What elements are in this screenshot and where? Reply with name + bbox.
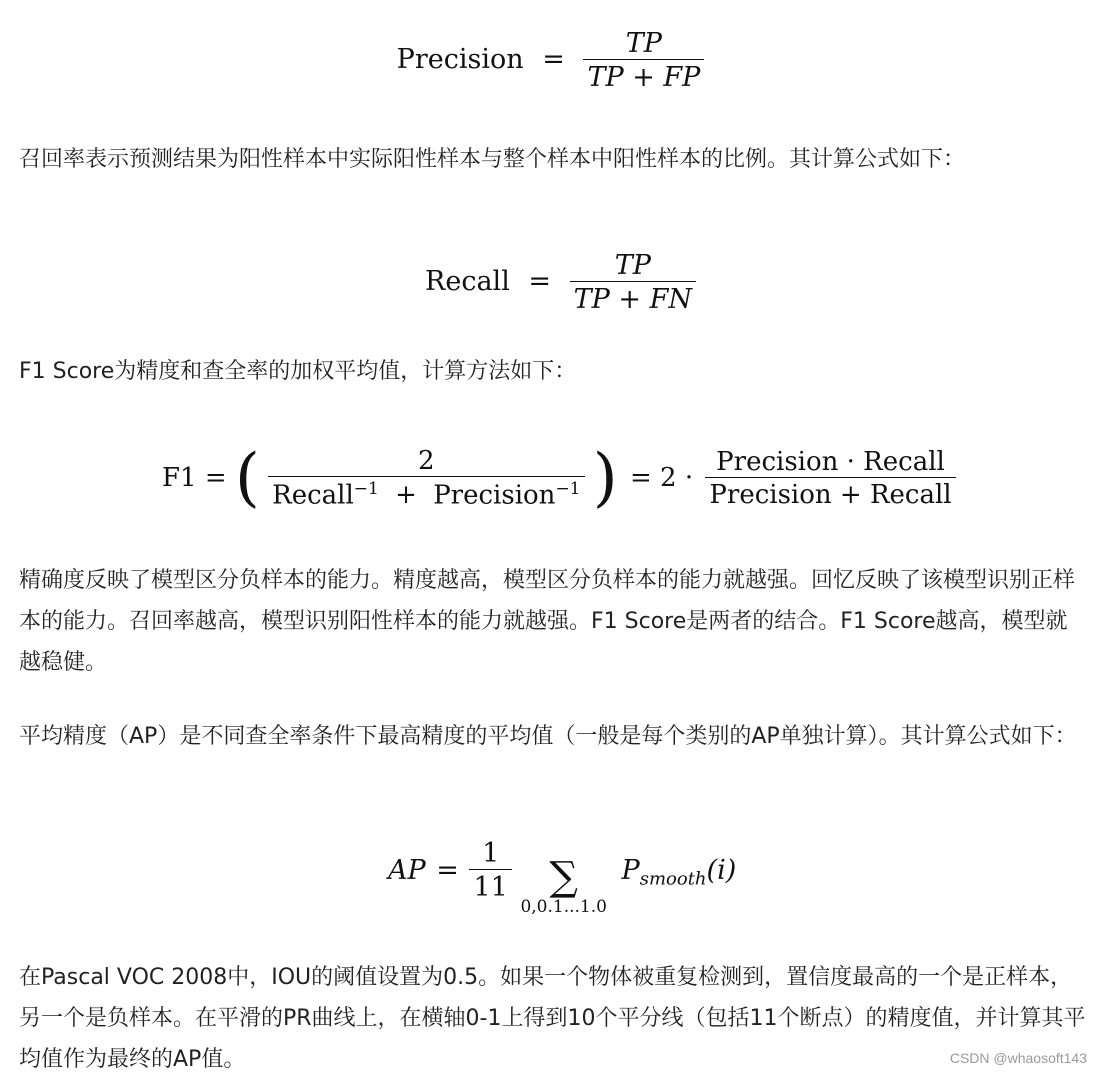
ap-arg: (i) [706, 855, 737, 886]
recall-denominator: TP + FN [570, 281, 696, 315]
precision-numerator: TP [625, 28, 662, 59]
ap-fraction [469, 838, 511, 903]
f1-mid: = 2 · [630, 463, 694, 493]
precision-term: Precision [433, 480, 556, 511]
precision-formula [0, 28, 1101, 93]
csdn-watermark: CSDN @whaosoft143 [949, 1050, 1087, 1066]
explain-paragraph: 精确度反映了模型区分负样本的能力。精度越高，模型区分负样本的能力就越强。回忆反映了该模型识别正样本的能力。召回率越高，模型识别阳性样本的能力就越强。F1 Score是两者的结合。F1 Score越高，模型就越稳健。 [19, 568, 1076, 675]
ap-intro-paragraph: 平均精度（AP）是不同查全率条件下最高精度的平均值（一般是每个类别的AP单独计算）。其计算公式如下： [19, 724, 1077, 749]
recall-term: Recall [272, 480, 354, 511]
f1-inner-denominator [268, 476, 584, 511]
voc-paragraph: 在Pascal VOC 2008中，IOU的阈值设置为0.5。如果一个物体被重复检测到，置信度最高的一个是正样本，另一个是负样本。在平滑的PR曲线上，在横轴0-1上得到10个平分线（包括11个断点）的精度值，并计算其平均值作为最终的AP值。 [19, 965, 1086, 1072]
f1-intro-paragraph: F1 Score为精度和查全率的加权平均值，计算方法如下： [19, 359, 577, 384]
ap-formula [388, 838, 788, 917]
ap-p-subscript: smooth [639, 868, 707, 890]
f1-lhs: F1 = [162, 463, 227, 493]
recall-fraction [570, 250, 696, 315]
ap-fraction-numerator: 1 [482, 838, 500, 869]
precision-denominator: TP + FP [583, 59, 704, 93]
precision-lhs: Precision [396, 44, 524, 75]
f1-right-numerator: Precision · Recall [716, 446, 945, 477]
f1-right-fraction [705, 447, 955, 510]
recall-exponent: −1 [353, 478, 379, 499]
left-paren: ( [234, 441, 260, 515]
right-paren: ) [592, 441, 618, 515]
sum-subscript: 0,0.1...1.0 [520, 896, 607, 917]
precision-exponent: −1 [555, 478, 581, 499]
equals-sign: = [542, 44, 565, 75]
f1-inner-numerator: 2 [418, 445, 435, 476]
precision-fraction [583, 28, 704, 93]
f1-inner-fraction [268, 446, 584, 511]
recall-intro-paragraph: 召回率表示预测结果为阳性样本中实际阳性样本与整个样本中阳性样本的比例。其计算公式如下： [19, 147, 966, 172]
f1-formula [162, 441, 952, 515]
equals-sign: = [528, 266, 552, 297]
summation [520, 853, 607, 917]
recall-numerator: TP [614, 250, 651, 281]
recall-lhs: Recall [425, 266, 510, 297]
recall-formula [0, 250, 1101, 315]
ap-fraction-denominator: 11 [469, 869, 511, 903]
plus-sign: + [395, 480, 417, 511]
equals-sign: = [436, 855, 459, 886]
ap-p: P [621, 855, 640, 886]
sum-symbol-icon: ∑ [549, 853, 578, 900]
f1-right-denominator: Precision + Recall [705, 477, 955, 510]
ap-lhs: AP [388, 855, 426, 886]
